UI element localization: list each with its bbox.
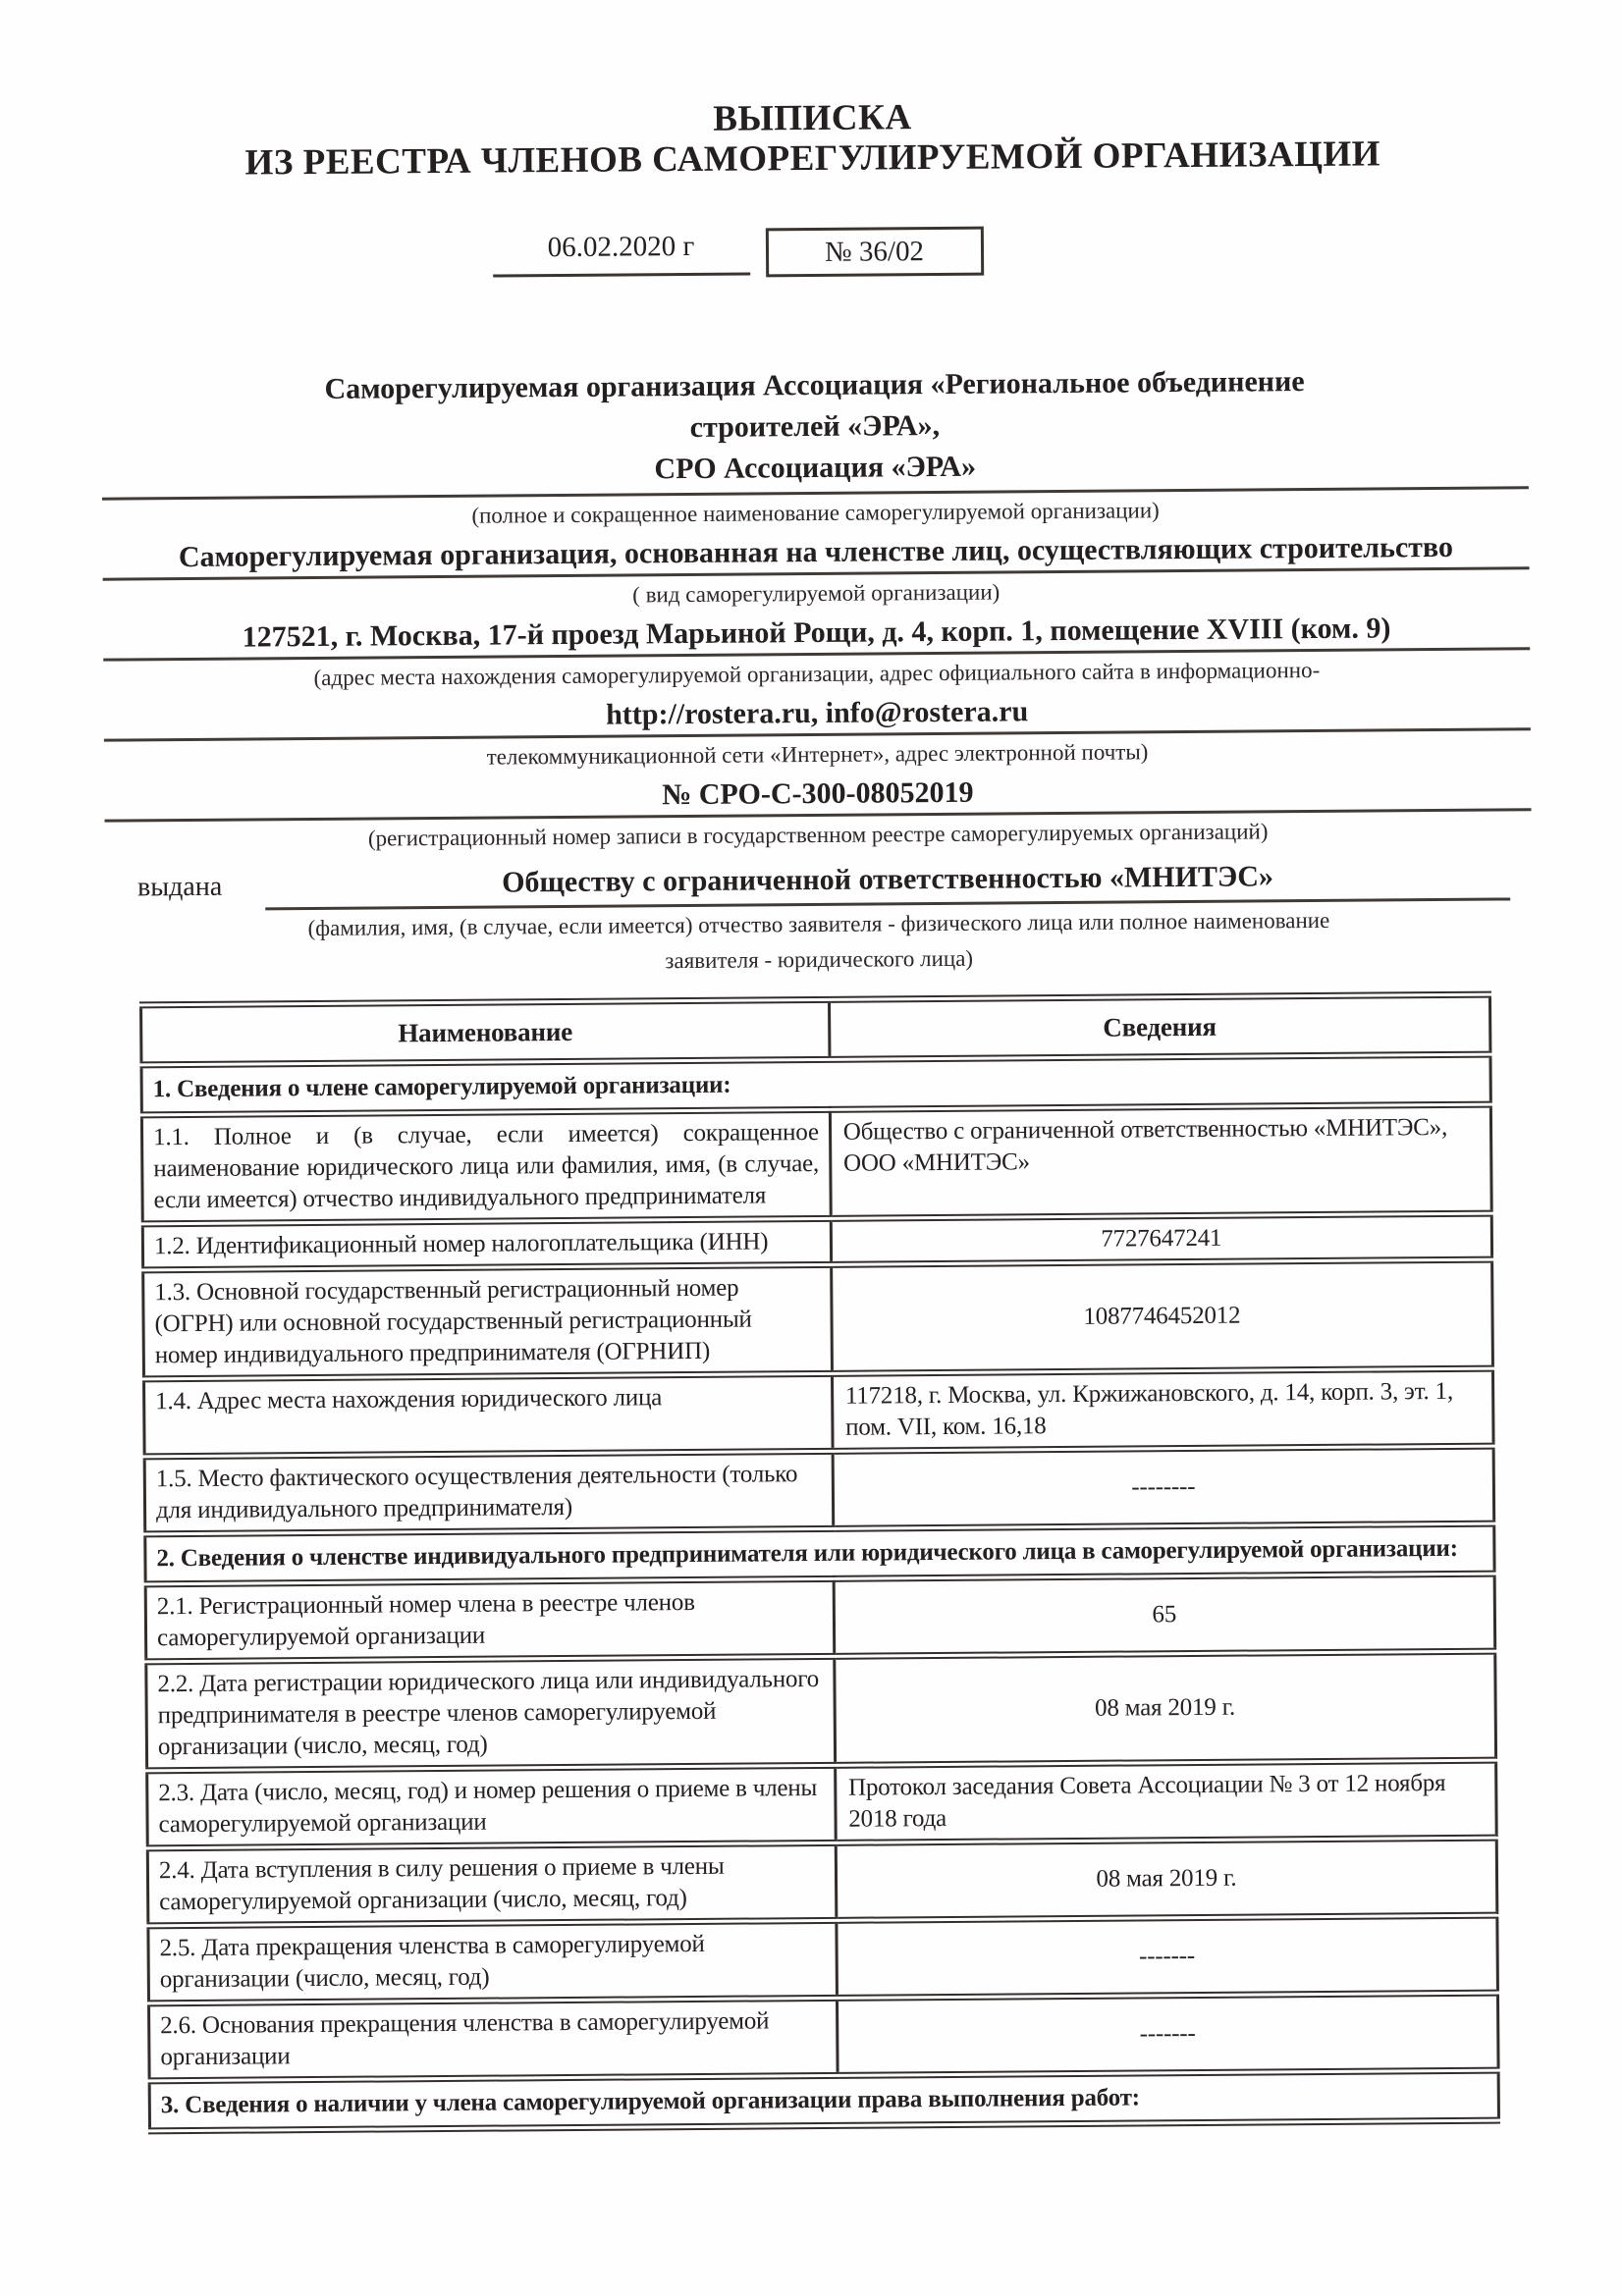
sro-name-line-3: СРО Ассоциация «ЭРА» (654, 450, 977, 486)
row-1-2-value: 7727647241 (831, 1213, 1492, 1264)
document-number-box (765, 227, 983, 278)
table-header-row (141, 994, 1490, 1065)
row-2-4-name: 2.4. Дата вступления в силу решения о приеме в члены саморегулируемой организации (число, месяц, год) (147, 1842, 836, 1926)
row-1-1-name: 1.1. Полное и (в случае, если имеется) сокращенное наименование юридического лица или фамилия, имя, (в случае, если имеется) отчество индивидуального предпринимателя (141, 1109, 831, 1224)
row-2-3-name: 2.3. Дата (число, месяц, год) и номер решения о приеме в члены саморегулируемой организации (147, 1765, 836, 1848)
issued-label: выдана (136, 871, 223, 903)
document-title (99, 92, 1527, 184)
document-date (492, 229, 749, 278)
table-header-value: Сведения (829, 994, 1490, 1059)
section-3-label: 3. Сведения о наличии у члена саморегулируемой организации права выполнения работ: (149, 2070, 1498, 2131)
sro-header-block (101, 359, 1532, 857)
row-1-3-value: 1087746452012 (831, 1259, 1492, 1373)
sro-type: Саморегулируемая организация, основанная на членстве лиц, осуществляющих строительство (102, 524, 1529, 580)
table-row (145, 1574, 1495, 1662)
document-number-text: № 36/02 (824, 235, 925, 268)
section-2-label: 2. Сведения о членстве индивидуального предпринимателя или юридического лица в саморегулируемой организации: (145, 1523, 1494, 1584)
table-row (149, 1993, 1499, 2081)
row-2-6-value: ------- (837, 1993, 1498, 2075)
section-1-label: 1. Сведения о члене саморегулируемой организации: (141, 1054, 1490, 1115)
table-row (146, 1651, 1496, 1771)
sro-address: 127521, г. Москва, 17-й проезд Марьиной Рощи, д. 4, корп. 1, помещение XVIII (ком. 9) (103, 605, 1530, 661)
row-1-2-name: 1.2. Идентификационный номер налогоплательщика (ИНН) (142, 1218, 831, 1270)
table-row (148, 1915, 1498, 2003)
sro-name-line-1: Саморегулируемая организация Ассоциация «Региональное объединение (324, 365, 1305, 405)
member-details-table (139, 991, 1500, 2135)
table-header-name: Наименование (141, 999, 830, 1065)
table-section-row (149, 2070, 1498, 2131)
row-1-5-name: 1.5. Место фактического осуществления деятельности (только для индивидуального предпринимателя) (144, 1451, 833, 1534)
table-row (143, 1259, 1493, 1379)
row-2-6-name: 2.6. Основания прекращения членства в саморегулируемой организации (149, 1998, 838, 2081)
sro-address-caption: (адрес места нахождения саморегулируемой организации, адрес официального сайта в информационно- (313, 657, 1321, 691)
date-and-number-row (25, 223, 1451, 281)
table-row (147, 1760, 1497, 1848)
row-1-5-value: -------- (833, 1446, 1494, 1528)
table-row (141, 1104, 1491, 1224)
sro-website-caption: телекоммуникационной сети «Интернет», адрес электронной почты) (486, 739, 1149, 770)
row-1-4-name: 1.4. Адрес места нахождения юридического лица (144, 1373, 833, 1457)
title-line-2: ИЗ РЕЕСТРА ЧЛЕНОВ САМОРЕГУЛИРУЕМОЙ ОРГАНИЗАЦИИ (244, 133, 1381, 184)
row-1-1-value: Общество с ограниченной ответственностью «МНИТЭС», ООО «МНИТЭС» (830, 1104, 1491, 1218)
title-line-1: ВЫПИСКА (713, 97, 912, 139)
sro-registry-number-caption: (регистрационный номер записи в государственном реестре саморегулируемых организаций) (367, 819, 1269, 851)
document-date-text: 06.02.2020 г (547, 230, 695, 264)
issued-to-name: Обществу с ограниченной ответственностью «МНИТЭС» (265, 852, 1510, 910)
table-row (144, 1368, 1494, 1457)
row-2-4-value: 08 мая 2019 г. (836, 1838, 1497, 1920)
sro-type-caption: ( вид саморегулируемой организации) (632, 579, 1001, 608)
row-2-1-name: 2.1. Регистрационный номер члена в реестре членов саморегулируемой организации (145, 1578, 834, 1662)
issued-caption-line-2: заявителя - юридического лица) (665, 945, 974, 974)
row-2-5-value: ------- (837, 1915, 1498, 1998)
table-row (144, 1446, 1494, 1534)
row-2-5-name: 2.5. Дата прекращения членства в саморегулируемой организации (число, месяц, год) (148, 1920, 837, 2003)
sro-name-line-2: строителей «ЭРА», (689, 408, 941, 444)
row-1-3-name: 1.3. Основной государственный регистрационный номер (ОГРН) или основной государственный регистрационный номер индивидуального предпринимателя (ОГРНИП) (143, 1264, 833, 1379)
sro-website-email: http://rostera.ru, info@rostera.ru (104, 685, 1531, 741)
row-2-1-value: 65 (834, 1574, 1495, 1656)
issued-caption-line-1: (фамилия, имя, (в случае, если имеется) отчество заявителя - физического лица или полное наименование (307, 907, 1330, 941)
table-row (147, 1838, 1497, 1926)
sro-name-caption: (полное и сокращенное наименование саморегулируемой организации) (471, 498, 1160, 528)
row-2-2-name: 2.2. Дата регистрации юридического лица или индивидуального предпринимателя в реестре членов саморегулируемой организации (число, месяц, год) (146, 1656, 836, 1771)
row-2-3-value: Протокол заседания Совета Ассоциации № 3 от 12 ноября 2018 года (835, 1760, 1496, 1842)
sro-registry-number: № СРО-С-300-08052019 (104, 766, 1531, 822)
sro-name (101, 359, 1529, 500)
row-2-2-value: 08 мая 2019 г. (834, 1651, 1495, 1765)
row-1-4-value: 117218, г. Москва, ул. Кржижановского, д. 14, корп. 3, эт. 1, пом. VII, ком. 16,18 (832, 1368, 1493, 1451)
